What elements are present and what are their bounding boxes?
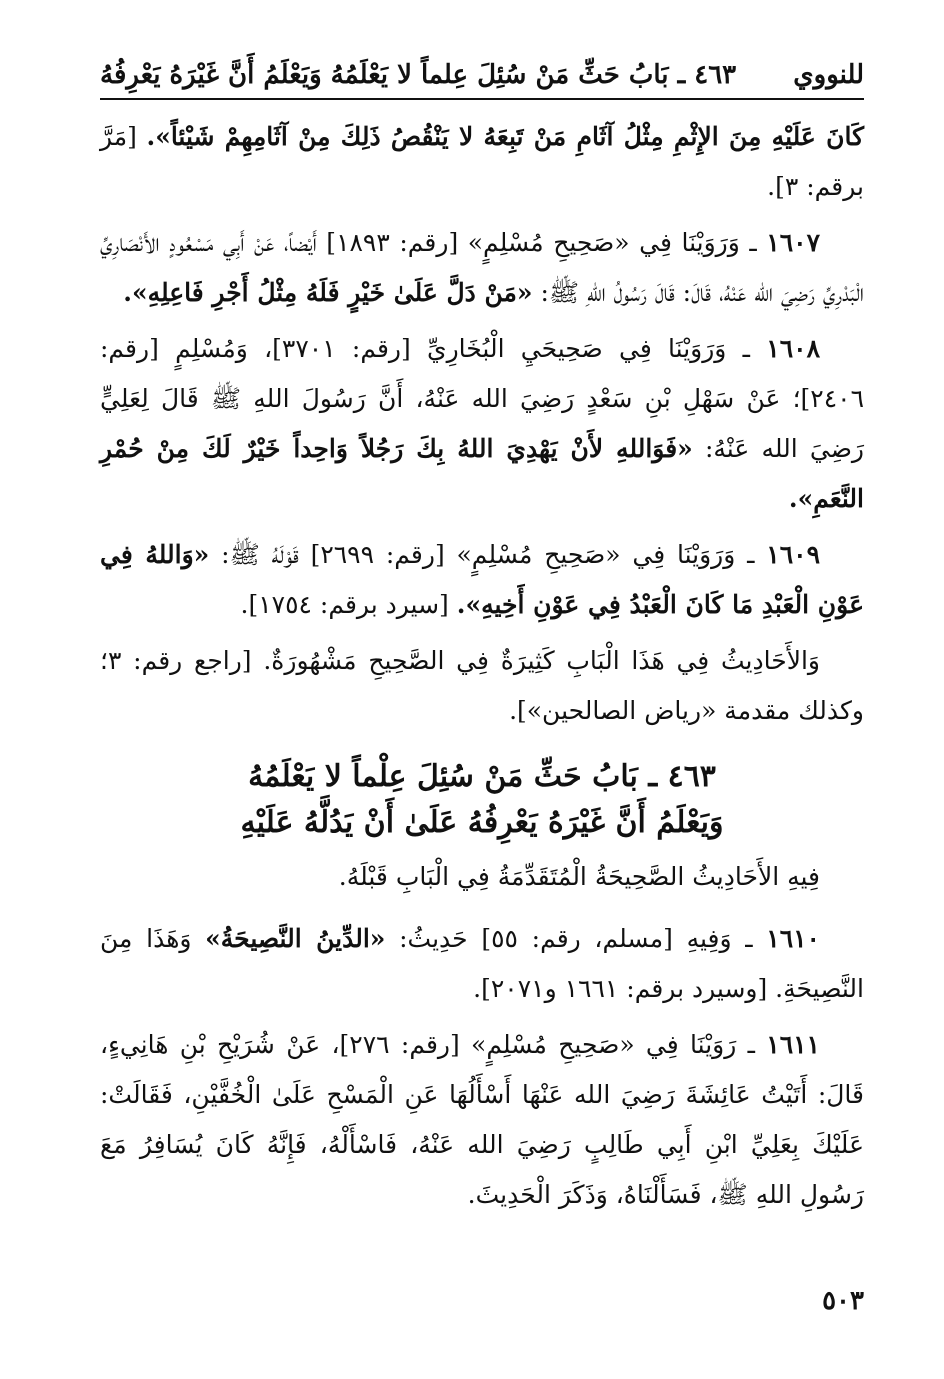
hadith-1608 — [100, 324, 864, 524]
header-running-title: ٤٦٣ ـ بَابُ حَثِّ مَنْ سُئِلَ عِلماً لا يَعْلَمُهُ وَيَعْلَمُ أَنَّ غَيْرَهُ يَعْرِفُهُ — [100, 60, 737, 90]
hadith-number: ١٦٠٩ — [766, 540, 821, 569]
hadith-text: «مَنْ دَلَّ عَلَىٰ خَيْرٍ فَلَهُ مِثْلُ أَجْرِ فَاعِلِهِ». — [123, 278, 533, 307]
hadith-number: ١٦٠٧ — [766, 228, 821, 257]
cross-reference: [مَرَّ برقم: ٣]. — [100, 122, 864, 201]
hadith-1607 — [100, 218, 864, 318]
chapter-heading-line: ٤٦٣ ـ بَابُ حَثِّ مَنْ سُئِلَ عِلْماً لا يَعْلَمُهُ — [248, 759, 716, 794]
hadith-narration: ـ رَوَيْنَا فِي «صَحِيحِ مُسْلِمٍ» [رقم: ٢٧٦]، عَنْ شُرَيْحِ بْنِ هَانِيءٍ، قَالَ: أَتَيْتُ عَائِشَةَ رَضِيَ الله عَنْهَا أَسْأَلُهَا عَنِ الْمَسْحِ عَلَىٰ الْخُفَّيْنِ، فَقَالَتْ: عَلَيْكَ بِعَلِيِّ ابْنِ أَبِي طَالِبٍ رَضِيَ الله عَنْهُ، فَاسْأَلْهُ، فَإِنَّهُ كَانَ يُسَافِرُ مَعَ رَسُولِ اللهِ ﷺ، فَسَأَلْنَاهُ، وَذَكَرَ الْحَدِيثَ. — [100, 1030, 864, 1209]
cross-reference: [سيرد برقم: ١٧٥٤]. — [240, 590, 449, 619]
hadith-narration: ـ وَفِيهِ [مسلم، رقم: ٥٥] حَدِيثُ: — [399, 924, 753, 953]
hadith-number: ١٦١٠ — [766, 924, 820, 953]
hadith-number: ١٦١١ — [766, 1030, 820, 1059]
hadith-1610 — [100, 914, 864, 1014]
page-header — [100, 50, 864, 100]
chapter-heading-line: وَيَعْلَمُ أَنَّ غَيْرَهُ يَعْرِفُهُ عَلَىٰ أَنْ يَدُلَّهُ عَلَيْهِ — [240, 805, 724, 840]
hadith-narration: ـ وَرَوَيْنَا فِي صَحِيحَيِ الْبُخَارِيِّ [رقم: ٣٧٠١]، وَمُسْلِمٍ [رقم: ٢٤٠٦]؛ عَنْ سَهْلِ بْنِ سَعْدٍ رَضِيَ الله عَنْهُ، أَنَّ رَسُولَ اللهِ ﷺ قَالَ لِعَلِيٍّ رَضِيَ الله عَنْهُ: — [100, 334, 865, 463]
hadith-number: ١٦٠٨ — [766, 334, 821, 363]
chapter-intro: فِيهِ الأَحَادِيثُ الصَّحِيحَةُ الْمُتَقَدِّمَةُ فِي الْبَابِ قَبْلَهُ. — [338, 862, 820, 891]
header-author: للنووي — [793, 60, 864, 90]
paragraph-continuation — [100, 112, 864, 212]
hadith-1611 — [100, 1020, 864, 1220]
page-body — [100, 112, 864, 1226]
hadith-text: «الدِّينُ النَّصِيحَةُ» — [205, 924, 386, 953]
page-number: ٥٠٣ — [822, 1286, 864, 1316]
hadith-narration: ـ وَرَوَيْنَا فِي «صَحِيحِ مُسْلِمٍ» [رقم: ١٨٩٣] أَيْضاً، عَنْ أَبِي مَسْعُودٍ الأَنْصَارِيِّ الْبَدْرِيِّ رَضِيَ الله عَنْهُ، قَالَ: قَالَ رَسُولُ اللهِ ﷺ: — [100, 228, 864, 307]
hadith-text: «وَاللهُ فِي عَوْنِ الْعَبْدِ مَا كَانَ الْعَبْدُ فِي عَوْنِ أَخِيهِ». — [100, 540, 864, 619]
hadith-narration: ـ وَرَوَيْنَا فِي «صَحِيحِ مُسْلِمٍ» [رقم: ٢٦٩٩] قَوْلَهُ ﷺ: — [221, 540, 755, 569]
hadith-narration: وَهَذَا مِنَ النَّصِيحَةِ. [وسيرد برقم: ١٦٦١ و٢٠٧١]. — [100, 924, 864, 1003]
hadith-text: كَانَ عَلَيْهِ مِنَ الإِثْمِ مِثْلُ آثَامِ مَنْ تَبِعَهُ لا يَنْقُصُ ذَلِكَ مِنْ آثَامِهِمْ شَيْئاً». — [146, 122, 864, 151]
hadith-1609 — [100, 530, 864, 630]
closing-note: وَالأَحَادِيثُ فِي هَذَا الْبَابِ كَثِيرَةٌ فِي الصَّحِيحِ مَشْهُورَةٌ. [راجع رقم: ٣؛ وكذلك مقدمة «رياض الصالحين»]. — [100, 646, 864, 725]
chapter-heading — [100, 754, 864, 846]
hadith-text: «فَوَاللهِ لأَنْ يَهْدِيَ اللهُ بِكَ رَجُلاً وَاحِداً خَيْرٌ لَكَ مِنْ حُمْرِ النَّعَمِ». — [100, 434, 864, 513]
